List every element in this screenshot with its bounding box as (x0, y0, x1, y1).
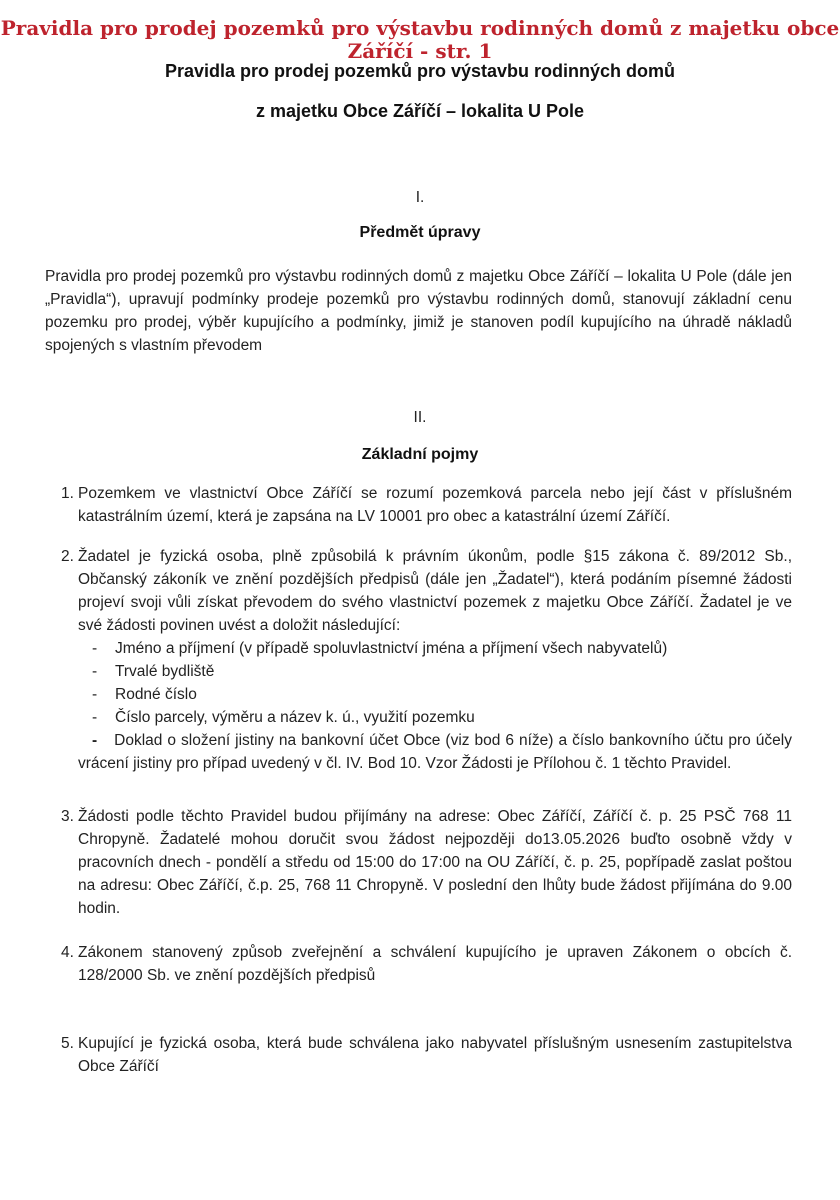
numbered-list (0, 482, 840, 1078)
dash-marker: - (92, 663, 98, 680)
dash-marker: - (92, 686, 98, 703)
sub-bullet-closing (78, 729, 792, 775)
list-item-3-number: 3. (61, 808, 74, 825)
dash-marker: - (92, 640, 98, 657)
dash-marker: - (92, 732, 98, 749)
list-item-2 (61, 545, 792, 775)
list-item-3 (61, 805, 792, 920)
section-1-paragraph: Pravidla pro prodej pozemků pro výstavbu rodinných domů z majetku Obce Záříčí – lokalita U Pole (dále jen „Pravidla“), upravují podmínky prodeje pozemků pro výstavbu rodinných domů, stanovují základní cenu pozemku pro prodej, výběr kupujícího a podmínky, jimiž je stanoven podíl kupujícího na úhradě nákladů spojených s vlastním převodem (45, 268, 792, 354)
list-item-4-text: Zákonem stanovený způsob zveřejnění a schválení kupujícího je upraven Zákonem o obcích č. 128/2000 Sb. ve znění pozdějších předpisů (78, 944, 792, 984)
page-header-red-title-line2: Záříčí - str. 1 (347, 39, 493, 63)
list-item-4 (61, 941, 792, 987)
sub-bullet-2 (78, 660, 792, 683)
sub-bullet-3 (78, 683, 792, 706)
document-title: Pravidla pro prodej pozemků pro výstavbu rodinných domů (164, 61, 676, 81)
sub-bullet-2-text: Trvalé bydliště (115, 663, 215, 680)
list-item-2-number: 2. (61, 548, 74, 565)
section-1-heading: Předmět úpravy (359, 224, 481, 241)
sub-bullet-closing-text: Doklad o složení jistiny na bankovní účet Obce (viz bod 6 níže) a číslo bankovního účtu pro účely vrácení jistiny pro případ uvedený v čl. IV. Bod 10. Vzor Žádosti je Přílohou č. 1 těchto Pravidel. (78, 732, 792, 772)
list-item-1 (61, 482, 792, 528)
list-item-1-number: 1. (61, 485, 74, 502)
list-item-3-text: Žádosti podle těchto Pravidel budou přijímány na adrese: Obec Záříčí, Záříčí č. p. 25 PSČ 768 11 Chropyně. Žadatelé mohou doručit svou žádost nejpozději do13.05.2026 buďto osobně vždy v pracovních dnech - pondělí a středu od 15:00 do 17:00 na OU Záříčí, č. p. 25, popřípadě zaslat poštou na adresu: Obec Záříčí, č.p. 25, 768 11 Chropyně. V poslední den lhůty bude žádost přijímána do 9.00 hodin. (78, 808, 792, 917)
section-2-numeral: II. (413, 409, 427, 426)
list-item-4-number: 4. (61, 944, 74, 961)
list-item-1-text: Pozemkem ve vlastnictví Obce Záříčí se rozumí pozemková parcela nebo její část v příslušném katastrálním území, která je zapsána na LV 10001 pro obec a katastrální území Záříčí. (78, 485, 792, 525)
list-item-5-text: Kupující je fyzická osoba, která bude schválena jako nabyvatel příslušným usnesením zastupitelstva Obce Záříčí (78, 1035, 792, 1075)
sub-bullet-3-text: Rodné číslo (115, 686, 197, 703)
document-subtitle: z majetku Obce Záříčí – lokalita U Pole (255, 101, 585, 121)
list-item-5 (61, 1032, 792, 1078)
sub-bullet-1 (78, 637, 792, 660)
list-item-2-text: Žadatel je fyzická osoba, plně způsobilá k právním úkonům, podle §15 zákona č. 89/2012 Sb., Občanský zákoník ve znění pozdějších předpisů (dále jen „Žadatel“), která podáním písemné žádosti projeví svoji vůli získat převodem do svého vlastnictví pozemek z majetku Obce Záříčí. Žadatel je ve své žádosti povinen uvést a doložit následující: (78, 548, 792, 634)
sub-bullet-1-text: Jméno a příjmení (v případě spoluvlastnictví jména a příjmení všech nabyvatelů) (115, 640, 668, 657)
dash-marker: - (92, 709, 98, 726)
section-2-heading: Základní pojmy (361, 446, 479, 463)
page-header-red-title-line1: Pravidla pro prodej pozemků pro výstavbu rodinných domů z majetku obce (0, 16, 840, 40)
sub-bullet-4-text: Číslo parcely, výměru a název k. ú., využití pozemku (115, 709, 475, 726)
list-item-5-number: 5. (61, 1035, 74, 1052)
section-1-numeral: I. (415, 189, 425, 206)
sub-bullet-4 (78, 706, 792, 729)
